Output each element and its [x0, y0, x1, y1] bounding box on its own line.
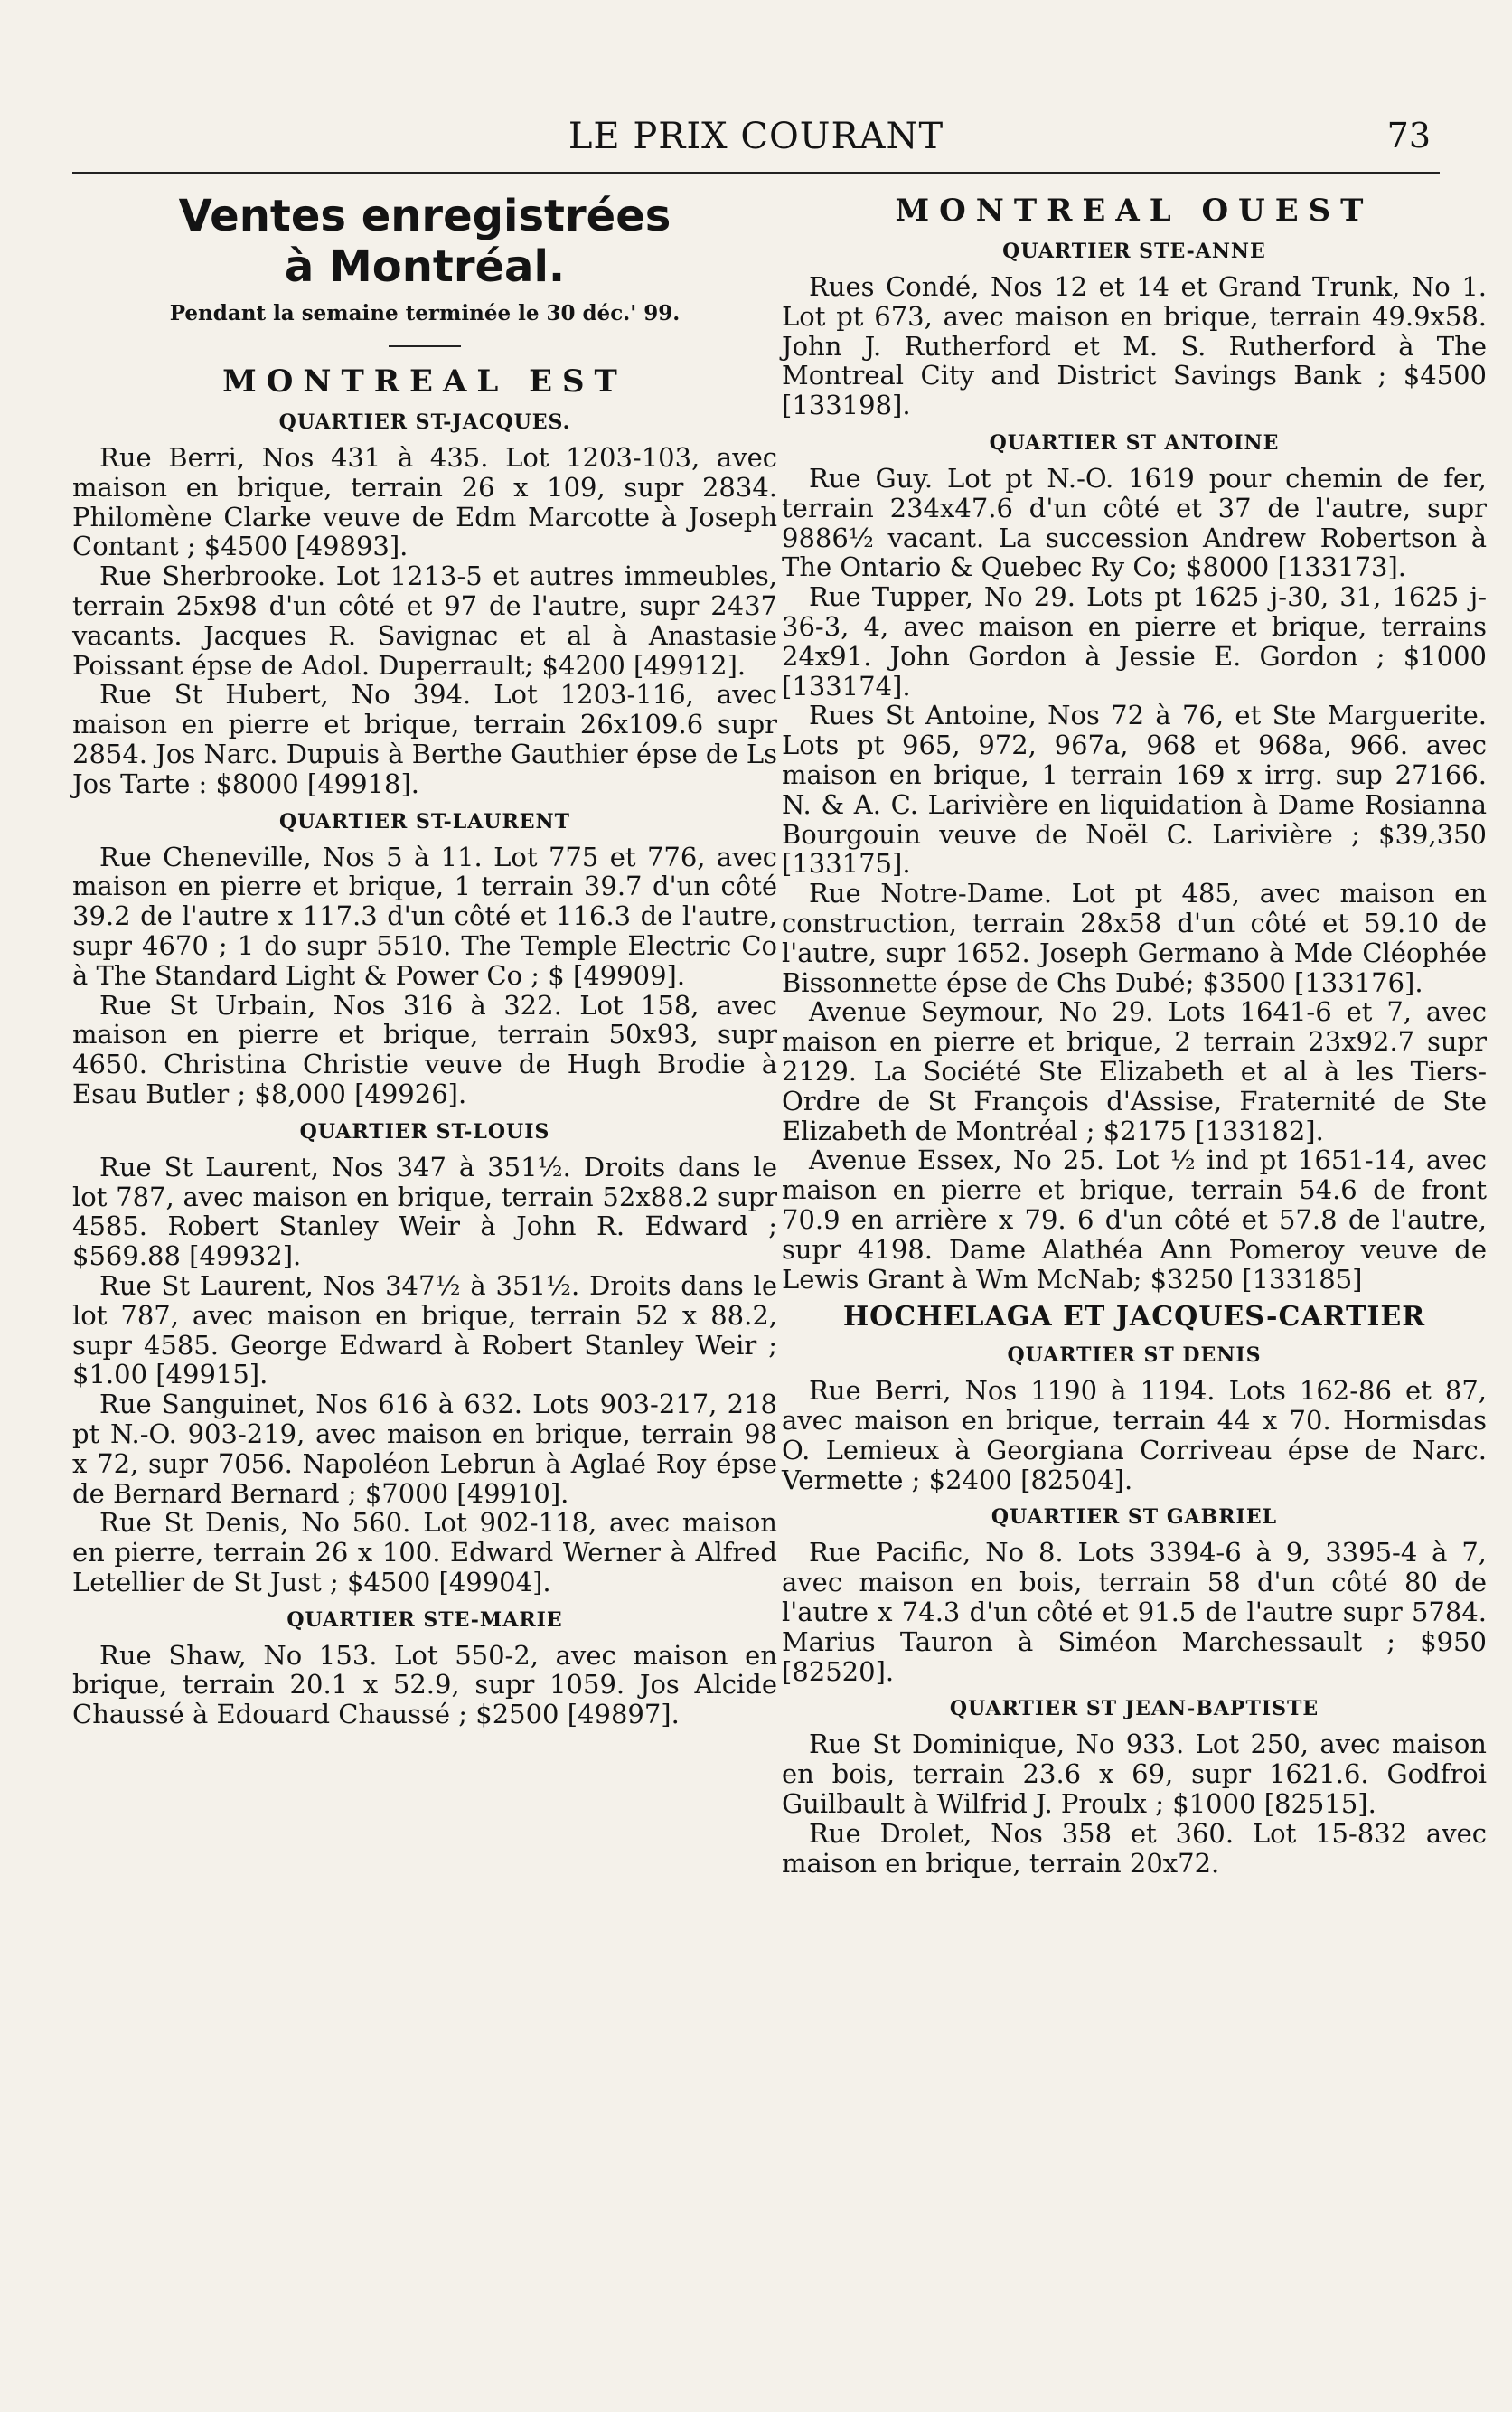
quartier-block [72, 1608, 777, 1729]
sale-entry: Rue Tupper, No 29. Lots pt 1625 j-30, 31, 1625 j-36-3, 4, avec maison en pierre et brique, terrains 24x91. John Gordon à Jessie E. Gordon ; $1000 [133174]. [782, 581, 1487, 702]
section-heading-montreal-ouest: MONTREAL OUEST [895, 193, 1374, 229]
article-subtitle: Pendant la semaine terminée le 30 déc.' 99. [169, 301, 681, 325]
quartier-heading: QUARTIER ST-LAURENT [278, 809, 570, 834]
sale-entry: Avenue Essex, No 25. Lot ½ ind pt 1651-14, avec maison en pierre et brique, terrain 54.6 de front 70.9 en arrière x 79. 6 d'un côté et 57.8 de l'autre, supr 4198. Dame Alathéa Ann Pomeroy veuve de Lewis Grant à Wm McNab; $3250 [133185] [782, 1145, 1487, 1295]
section-heading-montreal-est: MONTREAL EST [222, 363, 627, 400]
right-quartier-list-2 [782, 1343, 1487, 1878]
sale-entry: Rue Notre-Dame. Lot pt 485, avec maison en construction, terrain 28x58 d'un côté et 59.10 de l'autre, supr 1652. Joseph Germano à Mde Cléophée Bissonnette épse de Chs Dubé; $3500 [133176]. [782, 878, 1487, 998]
publication-title: LE PRIX COURANT [568, 116, 944, 157]
sale-entry: Rue Shaw, No 153. Lot 550-2, avec maison en brique, terrain 20.1 x 52.9, supr 1059. Jos Alcide Chaussé à Edouard Chaussé ; $2500 [49897]. [72, 1639, 777, 1730]
quartier-block [72, 1120, 777, 1597]
quartier-block [72, 410, 777, 799]
divider [389, 345, 461, 347]
sale-entry: Rues St Antoine, Nos 72 à 76, et Ste Marguerite. Lots pt 965, 972, 967a, 968 et 968a, 966. avec maison en brique, 1 terrain 169 x irrg. sup 27166. N. & A. C. Larivière en liquidation à Dame Rosianna Bourgouin veuve de Noël C. Larivière ; $39,350 [133175]. [782, 700, 1487, 880]
quartier-heading: QUARTIER ST-LOUIS [299, 1119, 550, 1144]
left-quartier-list [72, 410, 777, 1729]
article-title-line-1: Ventes enregistrées [178, 191, 671, 241]
sale-entry: Rue Pacific, No 8. Lots 3394-6 à 9, 3395-4 à 7, avec maison en bois, terrain 58 d'un côté 80 de l'autre x 74.3 d'un côté et 91.5 de l'autre supr 5784. Marius Tauron à Siméon Marchessault ; $950 [82520]. [782, 1537, 1487, 1687]
right-column [782, 185, 1487, 1878]
quartier-heading: QUARTIER STE-MARIE [286, 1607, 563, 1632]
sale-entry: Rues Condé, Nos 12 et 14 et Grand Trunk, No 1. Lot pt 673, avec maison en brique, terrain 49.9x58. John J. Rutherford et M. S. Rutherford à The Montreal City and District Savings Bank ; $4500 [133198]. [782, 271, 1487, 421]
sale-entry: Rue Sherbrooke. Lot 1213-5 et autres immeubles, terrain 25x98 d'un côté et 97 de l'autre, supr 2437 vacants. Jacques R. Savignac et al à Anastasie Poissant épse de Adol. Duperrault; $4200 [49912]. [72, 561, 777, 681]
page-number: 73 [1386, 116, 1431, 155]
section-heading-hochelaga: HOCHELAGA ET JACQUES-CARTIER [842, 1301, 1426, 1333]
sale-entry: Rue Sanguinet, Nos 616 à 632. Lots 903-217, 218 pt N.-O. 903-219, avec maison en brique, terrain 98 x 72, supr 7056. Napoléon Lebrun à Aglaé Roy épse de Bernard Bernard ; $7000 [49910]. [72, 1389, 777, 1509]
right-quartier-list-1 [782, 240, 1487, 1294]
quartier-heading: QUARTIER ST GABRIEL [991, 1505, 1278, 1530]
quartier-heading: QUARTIER STE-ANNE [1002, 240, 1266, 263]
quartier-block [72, 810, 777, 1109]
quartier-block [782, 1343, 1487, 1494]
article-title [72, 191, 777, 292]
sale-entry: Rue St Dominique, No 933. Lot 250, avec maison en bois, terrain 23.6 x 69, supr 1621.6. Godfroi Guilbault à Wilfrid J. Proulx ; $1000 [82515]. [782, 1729, 1487, 1820]
quartier-block [782, 431, 1487, 1294]
sale-entry: Rue Berri, Nos 431 à 435. Lot 1203-103, avec maison en brique, terrain 26 x 109, supr 2834. Philomène Clarke veuve de Edm Marcotte à Joseph Contant ; $4500 [49893]. [72, 442, 777, 562]
sale-entry: Rue St Laurent, Nos 347 à 351½. Droits dans le lot 787, avec maison en brique, terrain 52x88.2 supr 4585. Robert Stanley Weir à John R. Edward ; $569.88 [49932]. [72, 1151, 777, 1272]
sale-entry: Rue St Denis, No 560. Lot 902-118, avec maison en pierre, terrain 26 x 100. Edward Werner à Alfred Letellier de St Just ; $4500 [49904]. [72, 1507, 777, 1597]
sale-entry: Rue Guy. Lot pt N.-O. 1619 pour chemin de fer, terrain 234x47.6 d'un côté et 37 de l'autre, supr 9886½ vacant. La succession Andrew Robertson à The Ontario & Quebec Ry Co; $8000 [133173]. [782, 462, 1487, 583]
sale-entry: Rue St Hubert, No 394. Lot 1203-116, avec maison en pierre et brique, terrain 26x109.6 supr 2854. Jos Narc. Dupuis à Berthe Gauthier épse de Ls Jos Tarte : $8000 [49918]. [72, 679, 777, 799]
left-column [72, 185, 777, 1729]
sale-entry: Rue St Laurent, Nos 347½ à 351½. Droits dans le lot 787, avec maison en brique, terrain 52 x 88.2, supr 4585. George Edward à Robert Stanley Weir ; $1.00 [49915]. [72, 1269, 777, 1390]
quartier-block [782, 1505, 1487, 1686]
sale-entry: Rue Cheneville, Nos 5 à 11. Lot 775 et 776, avec maison en pierre et brique, 1 terrain 39.7 d'un côté 39.2 de l'autre x 117.3 d'un côté et 116.3 de l'autre, supr 4670 ; 1 do supr 5510. The Temple Electric Co à The Standard Light & Power Co ; $ [49909]. [72, 841, 777, 991]
quartier-block [782, 240, 1487, 420]
article-title-line-2: à Montréal. [284, 241, 566, 292]
sale-entry: Rue Drolet, Nos 358 et 360. Lot 15-832 avec maison en brique, terrain 20x72. [782, 1817, 1487, 1879]
quartier-heading: QUARTIER ST DENIS [1007, 1343, 1262, 1368]
sale-entry: Avenue Seymour, No 29. Lots 1641-6 et 7, avec maison en pierre et brique, 2 terrain 23x92.7 supr 2129. La Société Ste Elizabeth et al à les Tiers-Ordre de St François d'Assise, Fraternité de Ste Elizabeth de Montréal ; $2175 [133182]. [782, 996, 1487, 1146]
sale-entry: Rue St Urbain, Nos 316 à 322. Lot 158, avec maison en pierre et brique, terrain 50x93, supr 4650. Christina Christie veuve de Hugh Brodie à Esau Butler ; $8,000 [49926]. [72, 989, 777, 1109]
running-head [72, 108, 1440, 174]
quartier-heading: QUARTIER ST ANTOINE [989, 430, 1280, 455]
sale-entry: Rue Berri, Nos 1190 à 1194. Lots 162-86 et 87, avec maison en brique, terrain 44 x 70. Hormisdas O. Lemieux à Georgiana Corriveau épse de Narc. Vermette ; $2400 [82504]. [782, 1375, 1487, 1495]
quartier-block [782, 1697, 1487, 1878]
quartier-heading: QUARTIER ST-JACQUES. [278, 410, 571, 434]
quartier-heading: QUARTIER ST JEAN-BAPTISTE [949, 1697, 1319, 1721]
